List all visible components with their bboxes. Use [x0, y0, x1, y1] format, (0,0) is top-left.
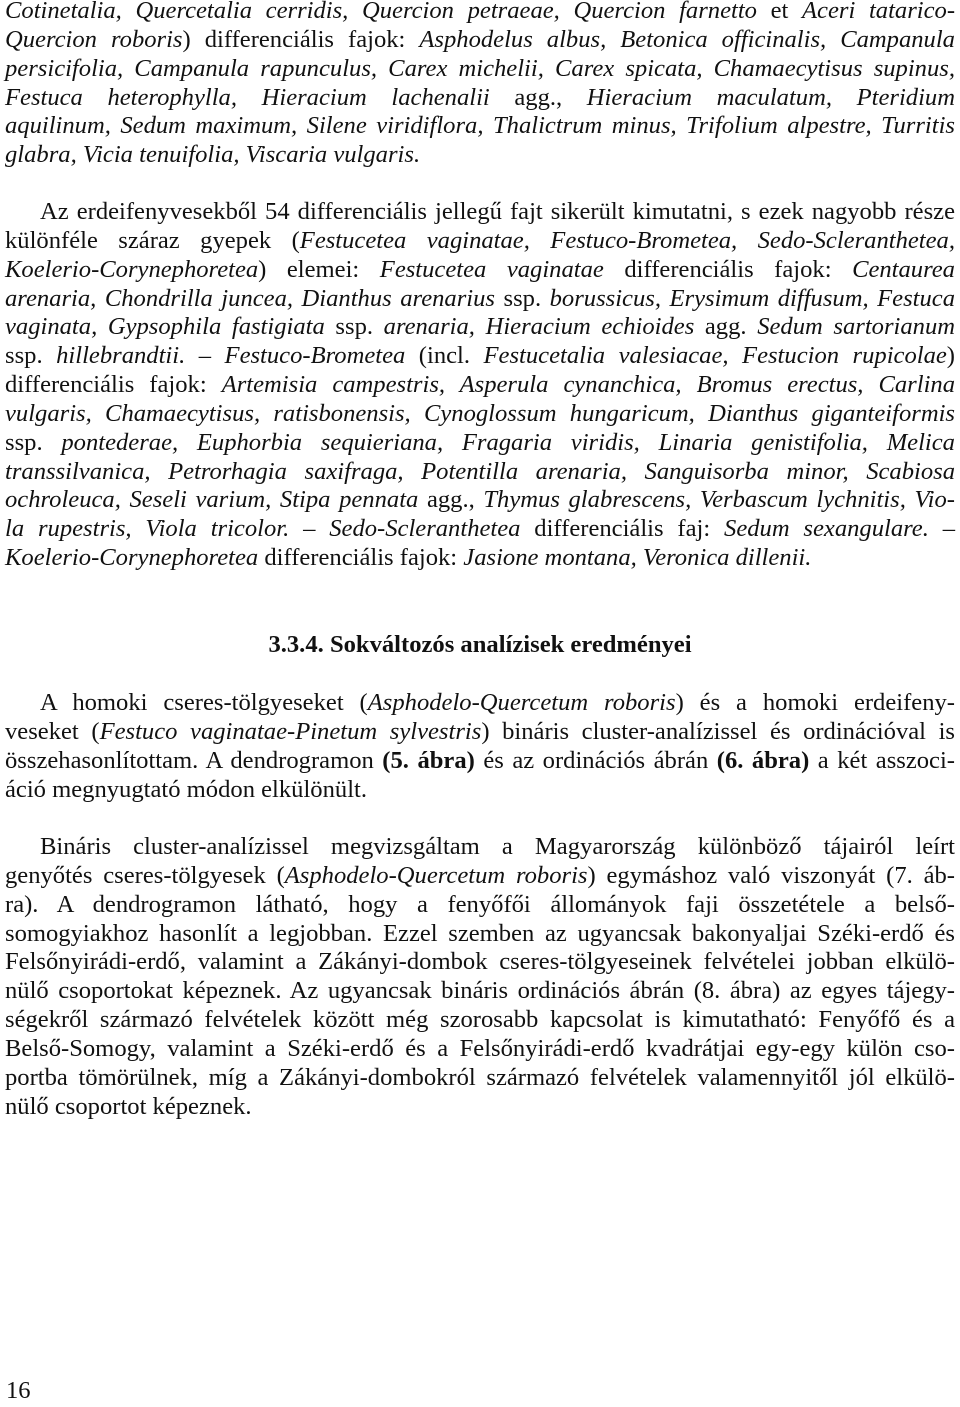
text-line [5, 948, 955, 977]
regular-text: Az erdeifenyvesekből 54 differenciális jellegű fajt sikerült kimutatni, s ezek nagyobb része [40, 198, 955, 225]
regular-text: ssp. [494, 284, 550, 312]
text-line [5, 429, 955, 458]
italic-text: Thymus glabrescens, Verbascum lychnitis, Vio- [483, 486, 955, 514]
regular-text: ssp. [324, 313, 384, 341]
italic-text: transsilvanica, Petrorhagia saxifraga, Potentilla arenaria, Sanguisorba minor, Scabiosa [5, 457, 955, 485]
text-line [5, 198, 955, 227]
italic-text: pontederae, Euphorbia sequieriana, Fragaria viridis, Linaria genistifolia, Melica [61, 428, 955, 456]
regular-text: differenciális fajok: [603, 255, 853, 283]
regular-text: Felsőnyirádi-erdő, valamint a Zákányi-dombok cseres-tölgyeseinek felvételei jobban elkülö- [5, 948, 955, 976]
text-line [5, 371, 955, 400]
paragraph [5, 0, 955, 170]
text-line [5, 515, 955, 544]
text-line [5, 458, 955, 487]
page-number: 16 [6, 1377, 31, 1404]
italic-text: hillebrandtii. [56, 342, 186, 370]
regular-text: somogyiakhoz hasonlít a legjobban. Ezzel szemben az ugyancsak bakonyaljai Széki-erdő és [5, 919, 955, 947]
italic-text: Artemisia campestris, Asperula cynanchica, Bromus erectus, Carlina [221, 371, 956, 399]
text-line [5, 342, 955, 371]
text-line [5, 862, 955, 891]
regular-text: és az ordinációs ábrán [474, 746, 717, 774]
italic-text: Koelerio-Corynephoretea [5, 544, 259, 572]
italic-text: Sedo-Scleranthetea [329, 515, 521, 543]
italic-text: Festucetea vaginatae [379, 255, 604, 283]
regular-text: különféle száraz gyepek ( [5, 226, 300, 254]
regular-text: agg., [418, 486, 484, 514]
text-line [5, 227, 955, 256]
italic-text: arenaria, Chondrilla juncea, Dianthus arenarius [5, 284, 495, 312]
regular-text: agg. [694, 313, 758, 341]
regular-text: – [185, 342, 225, 370]
italic-text: glabra, Vicia tenuifolia, Viscaria vulgaris. [5, 141, 421, 169]
text-line [5, 256, 955, 285]
text-line [5, 0, 955, 26]
text-line [5, 544, 955, 573]
italic-text: Festuco vaginatae-Pinetum sylvestris [99, 717, 482, 745]
regular-text: áció megnyugtató módon elkülönült. [5, 775, 368, 803]
section-heading [5, 631, 955, 660]
regular-text: Bináris cluster-analízissel megvizsgáltam a Magyarország különböző tájairól leírt [40, 833, 955, 860]
regular-text: ) egymáshoz való viszonyát (7. áb- [587, 861, 955, 889]
regular-text: – [289, 515, 330, 543]
italic-text: Festucetea vaginatae, Festuco-Brometea, Sedo-Scleranthetea, [299, 226, 955, 254]
text-line [5, 689, 955, 718]
italic-text: ochroleuca, Seseli varium, Stipa pennata [5, 486, 419, 514]
regular-text: nülő csoportokat képeznek. Az ugyancsak bináris ordinációs ábrán (8. ábra) az egyes tájegy- [5, 977, 955, 1005]
italic-text: Quercion roboris [5, 25, 183, 53]
regular-text: (incl. [405, 342, 484, 370]
text-line [5, 26, 955, 55]
italic-text: Hieracium maculatum, Pteridium [562, 83, 955, 111]
paragraph [5, 833, 955, 1121]
regular-text: veseket ( [5, 717, 100, 745]
regular-text: ) differenciális fajok: [182, 25, 420, 53]
text-line [5, 285, 955, 314]
italic-text: vaginata, Gypsophila fastigiata [5, 313, 325, 341]
section-number: 3.3.4. [268, 631, 324, 658]
text-line [5, 84, 955, 113]
italic-text: Asphodelus albus, Betonica officinalis, Campanula [419, 25, 955, 53]
italic-text: Aceri tatarico- [802, 0, 956, 24]
text-line [5, 747, 955, 776]
italic-text: Festucetalia valesiacae, Festucion rupicolae [483, 342, 947, 370]
text-line [5, 977, 955, 1006]
regular-text: ) [946, 342, 955, 370]
regular-text: ssp. [5, 342, 57, 370]
italic-text: Festuca heterophylla, Hieracium lachenalii [5, 83, 490, 111]
text-line [5, 920, 955, 949]
regular-text: ) bináris cluster-analízissel és ordinációval is [481, 717, 956, 745]
text-line [5, 55, 955, 84]
italic-text: arenaria, Hieracium echioides [383, 313, 695, 341]
italic-text: Jasione montana, Veronica dillenii. [463, 544, 812, 572]
paragraph [5, 198, 955, 573]
regular-text: ) elemei: [258, 255, 380, 283]
text-line [5, 141, 955, 170]
text-line [5, 891, 955, 920]
regular-text: agg., [489, 83, 563, 111]
text-line [5, 1093, 955, 1122]
text-line [5, 486, 955, 515]
regular-text: genyőtés cseres-tölgyesek ( [5, 861, 285, 889]
regular-text: A homoki cseres-tölgyeseket ( [40, 689, 368, 716]
italic-text: borussicus, Erysimum diffusum, Festuca [549, 284, 955, 312]
italic-text: aquilinum, Sedum maximum, Silene viridiflora, Thalictrum minus, Trifolium alpestre, Turritis [5, 112, 955, 140]
text-line [5, 1035, 955, 1064]
text-line [5, 1064, 955, 1093]
regular-text: ra). A dendrogramon látható, hogy a fenyőfői állományok faji összetétele a belső- [5, 890, 955, 918]
regular-text: a két asszoci- [809, 746, 955, 774]
regular-text: et [756, 0, 803, 24]
text-line [5, 112, 955, 141]
regular-text: összehasonlítottam. A dendrogramon [5, 746, 383, 774]
italic-text: Sedum sartorianum [757, 313, 956, 341]
text-line [5, 1006, 955, 1035]
regular-text: ssp. [5, 428, 62, 456]
italic-text: vulgaris, Chamaecytisus, ratisbonensis, Cynoglossum hungaricum, Dianthus giganteiformis [5, 399, 955, 427]
bold-text: (6. ábra) [716, 746, 810, 774]
regular-text: differenciális fajok: [5, 371, 222, 399]
regular-text: differenciális fajok: [258, 544, 464, 572]
italic-text: Festuco-Brometea [224, 342, 406, 370]
text-line [5, 718, 955, 747]
regular-text: ségekről származó felvételek között még szorosabb kapcsolat is kimutatható: Fenyőfő és a [5, 1006, 955, 1034]
paragraph [5, 689, 955, 804]
italic-text: Sedum sexangulare. [724, 515, 929, 543]
regular-text: – [928, 515, 955, 543]
regular-text: portba tömörülnek, míg a Zákányi-dombokról származó felvételek valamennyitől jól elkülö- [5, 1063, 955, 1091]
regular-text: differenciális faj: [520, 515, 725, 543]
bold-text: (5. ábra) [382, 746, 475, 774]
text-line [5, 776, 955, 805]
italic-text: Asphodelo-Quercetum roboris [367, 689, 676, 716]
italic-text: persicifolia, Campanula rapunculus, Carex michelii, Carex spicata, Chamaecytisus supinus, [5, 54, 955, 82]
italic-text: la rupestris, Viola tricolor. [5, 515, 290, 543]
text-line [5, 833, 955, 862]
italic-text: Asphodelo-Quercetum roboris [284, 861, 588, 889]
text-line [5, 313, 955, 342]
regular-text: Belső-Somogy, valamint a Széki-erdő és a Felsőnyirádi-erdő kvadrátjai egy-egy külön cso- [5, 1034, 955, 1062]
italic-text: Centaurea [852, 255, 955, 283]
regular-text: nülő csoportot képeznek. [5, 1092, 252, 1120]
text-line [5, 400, 955, 429]
section-title: Sokváltozós analízisek eredményei [329, 631, 692, 658]
regular-text: ) és a homoki erdeifeny- [675, 689, 955, 716]
italic-text: Cotinetalia, Quercetalia cerridis, Quercion petraeae, Quercion farnetto [5, 0, 757, 24]
italic-text: Koelerio-Corynephoretea [5, 255, 259, 283]
